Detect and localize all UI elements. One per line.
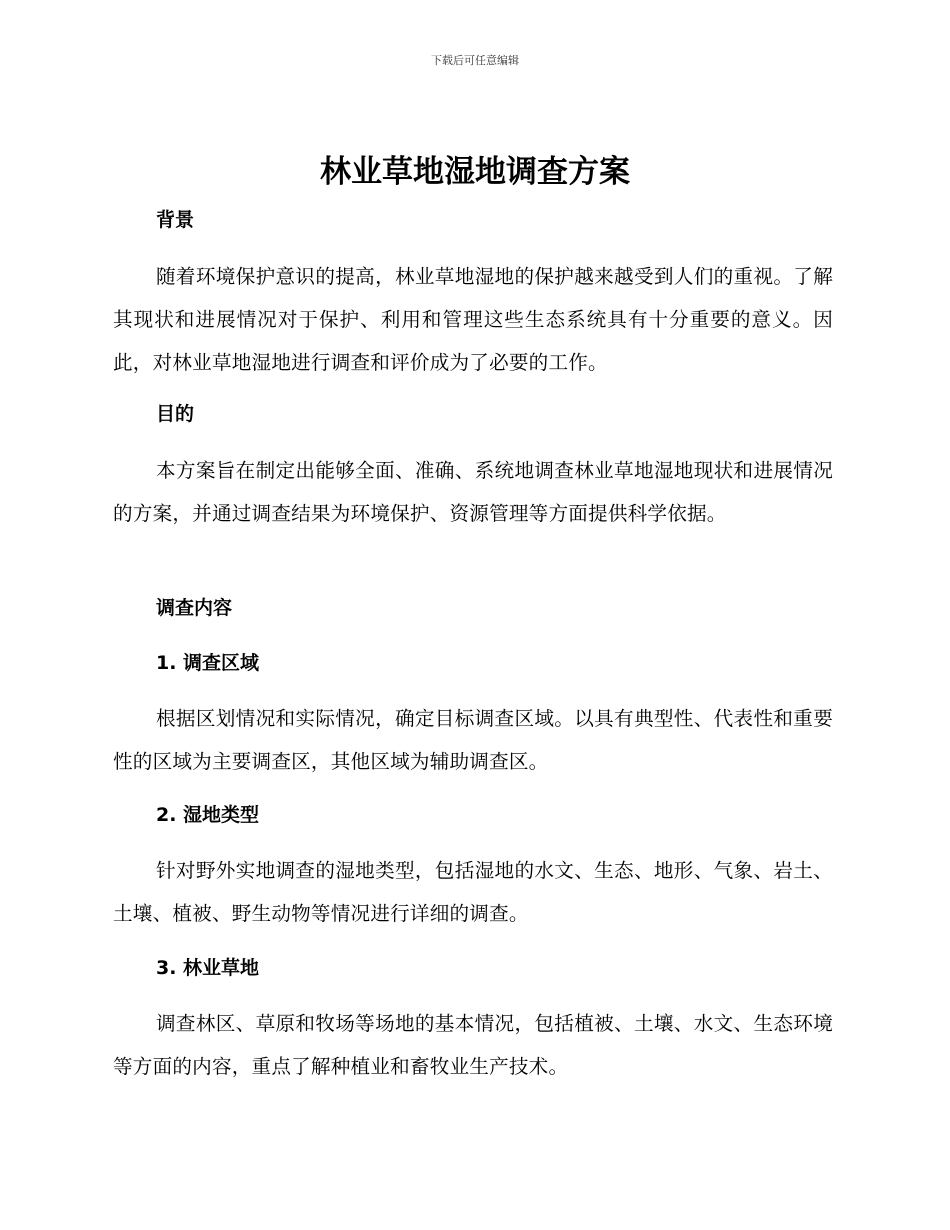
- section-paragraph-background: 随着环境保护意识的提高，林业草地湿地的保护越来越受到人们的重视。了解其现状和进展情况对于保护、利用和管理这些生态系统具有十分重要的意义。因此，对林业草地湿地进行调查和评价成为了必要的工作。: [113, 265, 833, 374]
- section-paragraph-purpose: 本方案旨在制定出能够全面、准确、系统地调查林业草地湿地现状和进展情况的方案，并通过调查结果为环境保护、资源管理等方面提供科学依据。: [113, 459, 833, 525]
- section-heading-wetland-types: 2. 湿地类型: [156, 804, 260, 826]
- section-heading-background: 背景: [156, 209, 195, 231]
- section-paragraph-wetland-types: 针对野外实地调查的湿地类型，包括湿地的水文、生态、地形、气象、岩土、土壤、植被、野生动物等情况进行详细的调查。: [113, 859, 833, 925]
- page-header-note: 下载后可任意编辑: [431, 54, 519, 67]
- section-heading-survey-content: 调查内容: [156, 597, 233, 619]
- section-paragraph-forest-grassland: 调查林区、草原和牧场等场地的基本情况，包括植被、土壤、水文、生态环境等方面的内容，重点了解种植业和畜牧业生产技术。: [113, 1012, 833, 1078]
- section-heading-survey-area: 1. 调查区域: [156, 652, 260, 674]
- document-title: 林业草地湿地调查方案: [320, 154, 630, 190]
- section-heading-purpose: 目的: [156, 403, 195, 425]
- section-heading-forest-grassland: 3. 林业草地: [156, 957, 260, 979]
- section-paragraph-survey-area: 根据区划情况和实际情况，确定目标调查区域。以具有典型性、代表性和重要性的区域为主要调查区，其他区域为辅助调查区。: [113, 707, 833, 773]
